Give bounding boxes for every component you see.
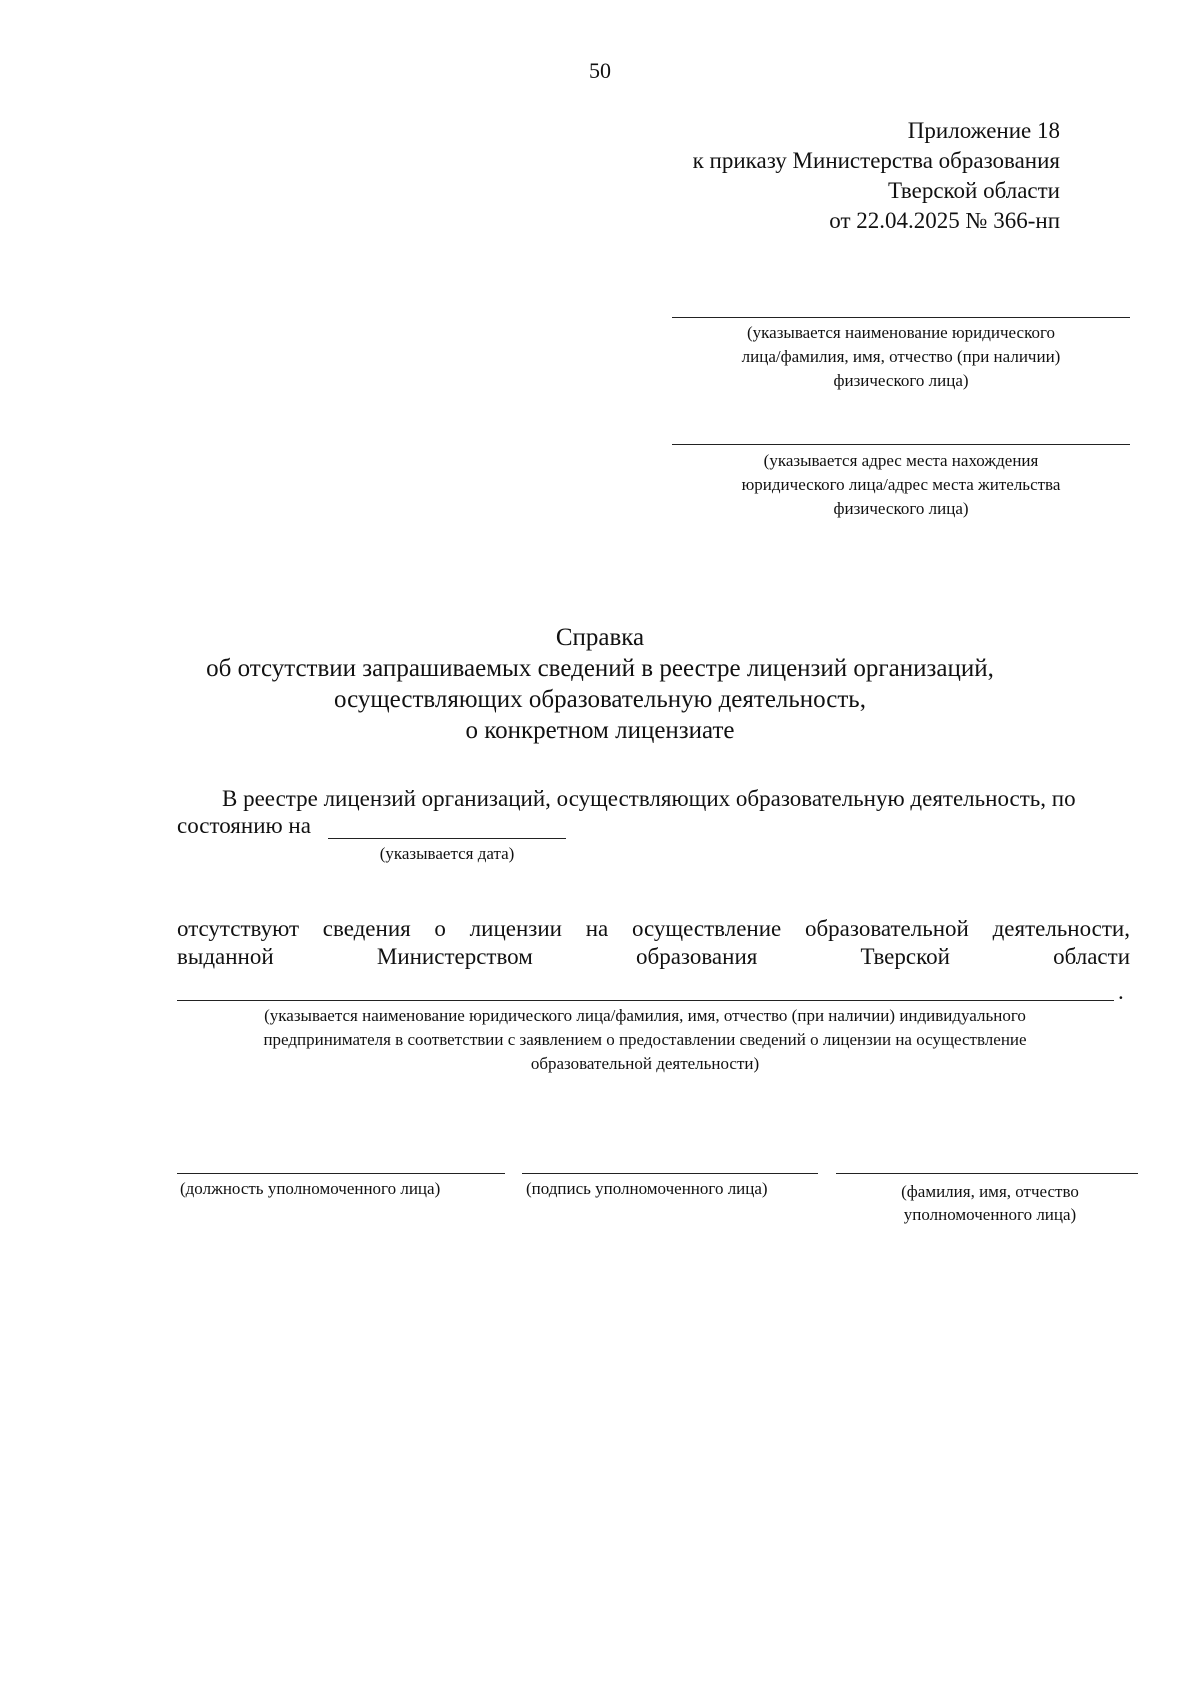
recipient-address-hint [672,449,1130,521]
para1-line-1: В реестре лицензий организаций, осуществляющих образовательную деятельность, по [222,786,1076,811]
page-number: 50 [589,58,611,83]
licensee-hint-line-2: предпринимателя в соответствии с заявлением о предоставлении сведений о лицензии на осуществление [263,1030,1027,1049]
appendix-line-4: от 22.04.2025 № 366-нп [829,208,1060,233]
para1-line-1-wrap [177,785,1130,813]
licensee-hint [170,1004,1120,1076]
signature-hint: (подпись уполномоченного лица) [526,1179,768,1198]
recipient-name-hint-line-3: физического лица) [833,371,969,390]
appendix-line-2: к приказу Министерства образования [692,148,1060,173]
recipient-name-hint [672,321,1130,393]
signature-line[interactable] [522,1173,818,1174]
full-name-hint-line-1: (фамилия, имя, отчество [901,1182,1079,1201]
position-line[interactable] [177,1173,505,1174]
title-line-3: осуществляющих образовательную деятельность, [334,686,866,713]
appendix-line-1: Приложение 18 [907,118,1060,143]
title-line-2: об отсутствии запрашиваемых сведений в реестре лицензий организаций, [206,655,994,682]
full-name-hint-line-2: уполномоченного лица) [903,1205,1077,1224]
recipient-address-line[interactable] [672,444,1130,445]
document-title [0,622,1200,746]
recipient-name-line[interactable] [672,317,1130,318]
para2-line-2: выданной Министерством образования Тверской области [177,944,1130,969]
position-hint: (должность уполномоченного лица) [180,1179,441,1198]
recipient-name-hint-line-1: (указывается наименование юридического [746,323,1056,342]
recipient-address-hint-line-3: физического лица) [833,499,969,518]
recipient-name-hint-line-2: лица/фамилия, имя, отчество (при наличии) [741,347,1061,366]
full-name-line[interactable] [836,1173,1138,1174]
appendix-line-3: Тверской области [888,178,1060,203]
title-line-4: о конкретном лицензиате [465,717,735,744]
recipient-address-hint-line-2: юридического лица/адрес места жительства [741,475,1061,494]
date-line[interactable] [328,838,566,839]
licensee-line[interactable] [177,1000,1114,1001]
full-name-hint [850,1180,1130,1226]
appendix-header [693,116,1060,236]
licensee-hint-line-1: (указывается наименование юридического лица/фамилия, имя, отчество (при наличии) индивидуального [264,1006,1026,1025]
date-hint: (указывается дата) [379,844,515,863]
licensee-hint-line-3: образовательной деятельности) [530,1054,760,1073]
para2-line-1: отсутствуют сведения о лицензии на осуществление образовательной деятельности, [177,916,1130,941]
title-line-1: Справка [555,624,645,651]
para1-line-2: состоянию на [177,813,311,838]
licensee-period: . [1118,979,1124,1004]
recipient-address-hint-line-1: (указывается адрес места нахождения [763,451,1039,470]
